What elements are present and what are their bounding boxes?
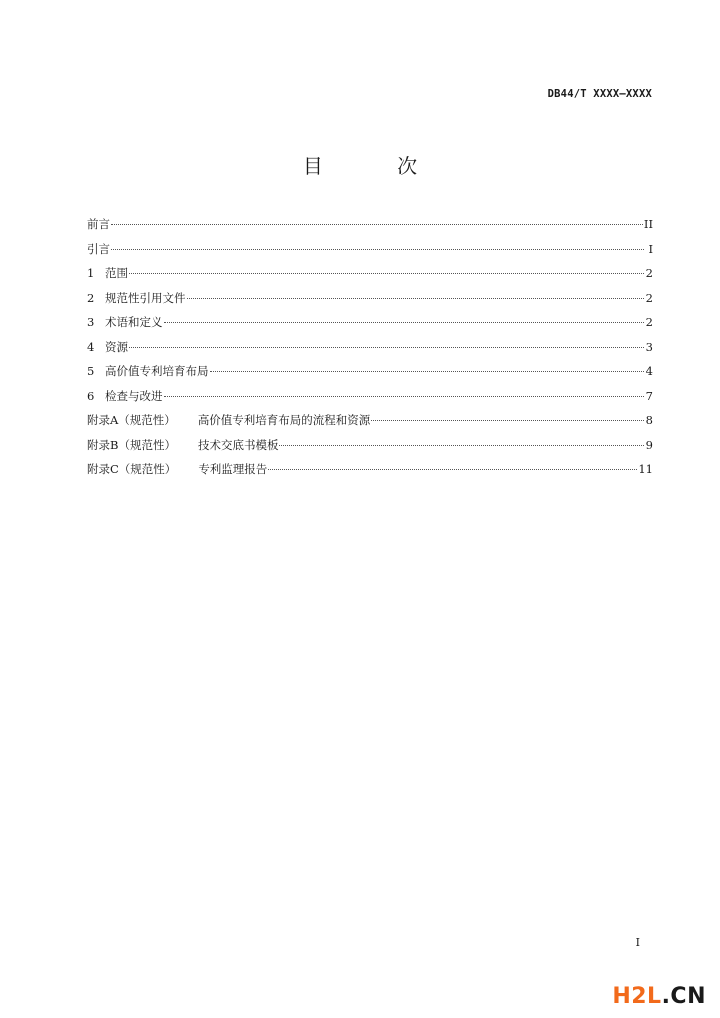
toc-entry-resources[interactable] xyxy=(87,339,653,364)
toc-section-number: 6 xyxy=(87,388,95,403)
toc-label: 引言 xyxy=(87,241,110,256)
page-title: 目 次 xyxy=(302,154,452,178)
toc-annex-title: 技术交底书模板 xyxy=(197,437,279,452)
toc-label: 范围 xyxy=(105,266,128,280)
toc-section-number: 2 xyxy=(87,290,95,305)
toc-leader-dots xyxy=(164,322,645,323)
toc-entry-inspection[interactable] xyxy=(87,388,653,413)
toc-leader-dots xyxy=(210,371,645,372)
toc-leader-dots xyxy=(111,224,643,225)
watermark-suffix: .CN xyxy=(661,984,706,1009)
toc-annex-id: 附录B（规范性） xyxy=(87,437,176,452)
toc-annex-label xyxy=(87,437,278,453)
toc-annex-title: 高价值专利培育布局的流程和资源 xyxy=(197,413,371,427)
toc-leader-dots xyxy=(279,445,644,446)
toc-section-number: 3 xyxy=(87,315,95,329)
toc-annex-label xyxy=(87,412,370,428)
toc-page-number: 4 xyxy=(645,364,653,378)
toc-annex-id: 附录C（规范性） xyxy=(87,462,177,476)
toc-leader-dots xyxy=(111,249,644,250)
toc-label: 资源 xyxy=(105,339,128,354)
toc-page-number: II xyxy=(643,217,653,231)
toc-page-number: 2 xyxy=(645,290,653,305)
watermark-brand: H2L xyxy=(612,984,662,1009)
toc-page-number: 2 xyxy=(645,315,653,329)
page-number: I xyxy=(635,936,640,949)
toc-page-number: I xyxy=(648,241,653,256)
toc-entry-scope[interactable] xyxy=(87,265,653,290)
toc-entry-patent-layout[interactable] xyxy=(87,363,653,388)
toc-page-number: 9 xyxy=(645,437,653,452)
toc-entry-foreword[interactable] xyxy=(87,216,653,241)
toc-label: 规范性引用文件 xyxy=(105,290,186,305)
toc-leader-dots xyxy=(129,273,644,274)
toc-annex-label xyxy=(87,461,267,477)
toc-annex-title: 专利监理报告 xyxy=(198,462,268,476)
toc-section-number: 1 xyxy=(87,266,95,280)
toc-label: 检查与改进 xyxy=(105,388,163,403)
toc-entry-annex-a[interactable] xyxy=(87,412,653,437)
toc-section-number: 5 xyxy=(87,364,95,378)
toc-entry-annex-b[interactable] xyxy=(87,437,653,462)
toc-page-number: 2 xyxy=(645,266,653,280)
toc-label: 术语和定义 xyxy=(105,315,163,329)
watermark-logo xyxy=(612,984,706,1009)
table-of-contents xyxy=(87,216,653,486)
toc-section-number: 4 xyxy=(87,339,95,354)
toc-leader-dots xyxy=(129,347,644,348)
toc-entry-annex-c[interactable] xyxy=(87,461,653,486)
toc-leader-dots xyxy=(268,469,637,470)
toc-leader-dots xyxy=(371,420,644,421)
toc-page-number: 11 xyxy=(638,462,653,476)
toc-page-number: 7 xyxy=(645,388,653,403)
toc-entry-terms[interactable] xyxy=(87,314,653,339)
toc-entry-introduction[interactable] xyxy=(87,241,653,266)
toc-leader-dots xyxy=(164,396,645,397)
toc-page-number: 8 xyxy=(645,413,653,427)
toc-entry-normative-references[interactable] xyxy=(87,290,653,315)
toc-leader-dots xyxy=(187,298,645,299)
toc-page-number: 3 xyxy=(645,339,653,354)
toc-label: 前言 xyxy=(87,217,110,231)
document-code: DB44/T XXXX—XXXX xyxy=(547,88,652,100)
toc-label: 高价值专利培育布局 xyxy=(105,364,209,378)
toc-annex-id: 附录A（规范性） xyxy=(87,413,176,427)
